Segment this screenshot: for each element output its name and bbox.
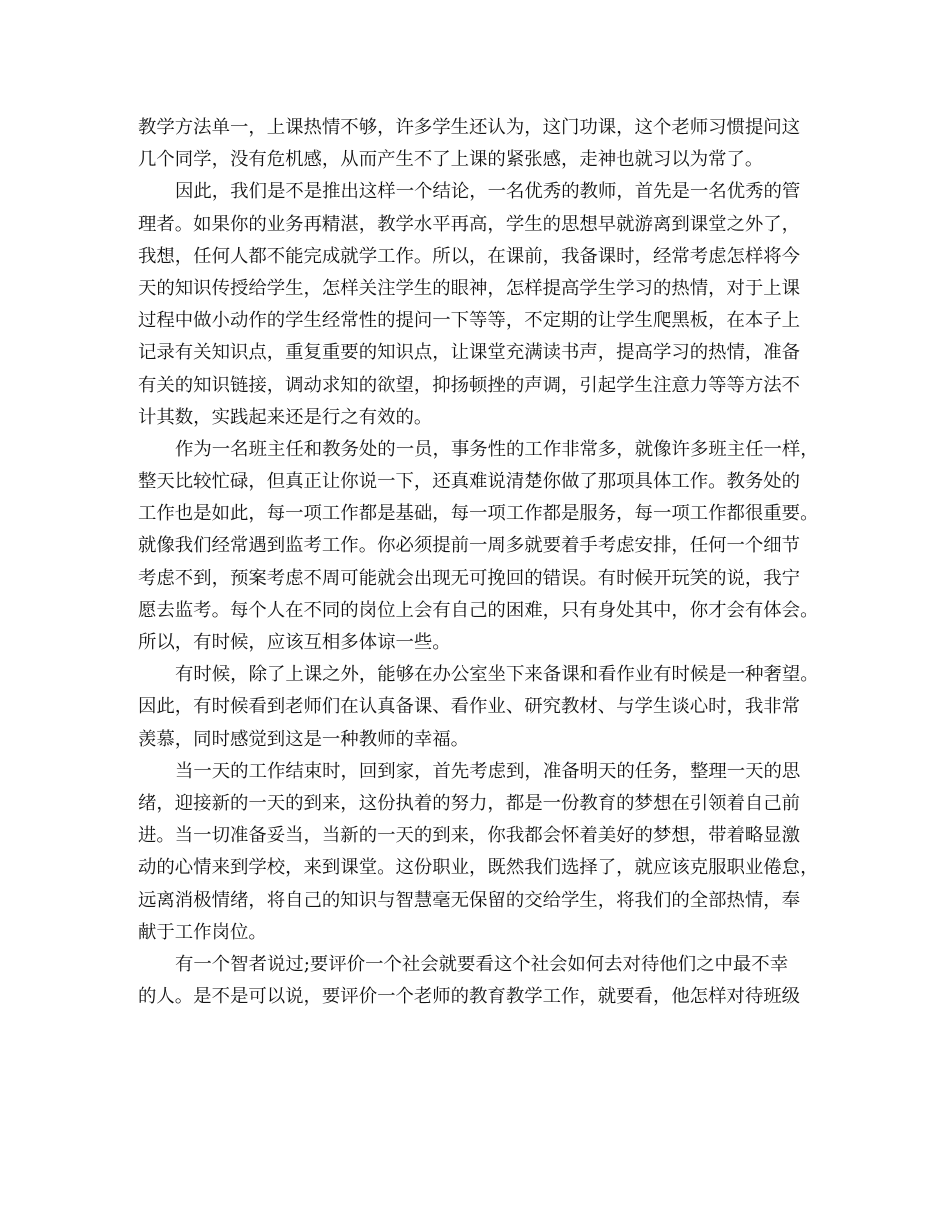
text-line: 绪，迎接新的一天的到来，这份执着的努力，都是一份教育的梦想在引领着自己前	[138, 792, 801, 814]
paragraph	[138, 949, 801, 1013]
text-line: 动的心情来到学校，来到课堂。这份职业，既然我们选择了，就应该克服职业倦怠，	[138, 857, 819, 879]
paragraph	[138, 112, 801, 176]
text-line: 献于工作岗位。	[138, 921, 267, 943]
document-body	[138, 112, 819, 1013]
paragraph	[138, 434, 819, 659]
paragraph	[138, 176, 801, 434]
text-line: 羡慕，同时感觉到这是一种教师的幸福。	[138, 728, 470, 750]
text-line: 考虑不到，预案考虑不周可能就会出现无可挽回的错误。有时候开玩笑的说，我宁	[138, 567, 801, 589]
text-line: 工作也是如此，每一项工作都是基础，每一项工作都是服务，每一项工作都很重要。	[138, 503, 819, 525]
paragraph	[138, 659, 819, 756]
text-line: 因此，我们是不是推出这样一个结论，一名优秀的教师，首先是一名优秀的管	[175, 181, 801, 203]
text-line: 因此，有时候看到老师们在认真备课、看作业、研究教材、与学生谈心时，我非常	[138, 696, 801, 718]
text-line: 愿去监考。每个人在不同的岗位上会有自己的困难，只有身处其中，你才会有体会。	[138, 599, 819, 621]
text-line: 所以，有时候，应该互相多体谅一些。	[138, 632, 451, 653]
text-line: 就像我们经常遇到监考工作。你必须提前一周多就要着手考虑安排，任何一个细节	[138, 535, 801, 557]
text-line: 当一天的工作结束时，回到家，首先考虑到，准备明天的任务，整理一天的思	[175, 760, 801, 782]
text-line: 理者。如果你的业务再精湛，教学水平再高，学生的思想早就游离到课堂之外了，	[138, 213, 801, 235]
text-line: 计其数，实践起来还是行之有效的。	[138, 406, 433, 428]
paragraph	[138, 756, 819, 949]
text-line: 过程中做小动作的学生经常性的提问一下等等，不定期的让学生爬黑板，在本子上	[138, 310, 801, 332]
text-line: 天的知识传授给学生，怎样关注学生的眼神，怎样提高学生学习的热情，对于上课	[138, 277, 801, 299]
text-line: 教学方法单一，上课热情不够，许多学生还认为，这门功课，这个老师习惯提问这	[138, 117, 801, 138]
text-line: 有关的知识链接，调动求知的欲望，抑扬顿挫的声调，引起学生注意力等等方法不	[138, 374, 801, 396]
text-line: 整天比较忙碌，但真正让你说一下，还真难说清楚你做了那项具体工作。教务处的	[138, 471, 801, 493]
text-line: 远离消极情绪，将自己的知识与智慧毫无保留的交给学生，将我们的全部热情，奉	[138, 889, 801, 911]
text-line: 作为一名班主任和教务处的一员，事务性的工作非常多，就像许多班主任一样，	[175, 438, 819, 460]
text-line: 进。当一切准备妥当，当新的一天的到来，你我都会怀着美好的梦想，带着略显激	[138, 825, 801, 847]
text-line: 有一个智者说过;要评价一个社会就要看这个社会如何去对待他们之中最不幸	[175, 953, 789, 975]
text-line: 记录有关知识点，重复重要的知识点，让课堂充满读书声，提高学习的热情，准备	[138, 342, 801, 364]
text-line: 有时候，除了上课之外，能够在办公室坐下来备课和看作业有时候是一种奢望。	[175, 664, 819, 686]
text-line: 几个同学，没有危机感，从而产生不了上课的紧张感，走神也就习以为常了。	[138, 149, 764, 171]
text-line: 我想，任何人都不能完成就学工作。所以，在课前，我备课时，经常考虑怎样将今	[138, 245, 801, 267]
text-line: 的人。是不是可以说，要评价一个老师的教育教学工作，就要看，他怎样对待班级	[138, 986, 801, 1008]
